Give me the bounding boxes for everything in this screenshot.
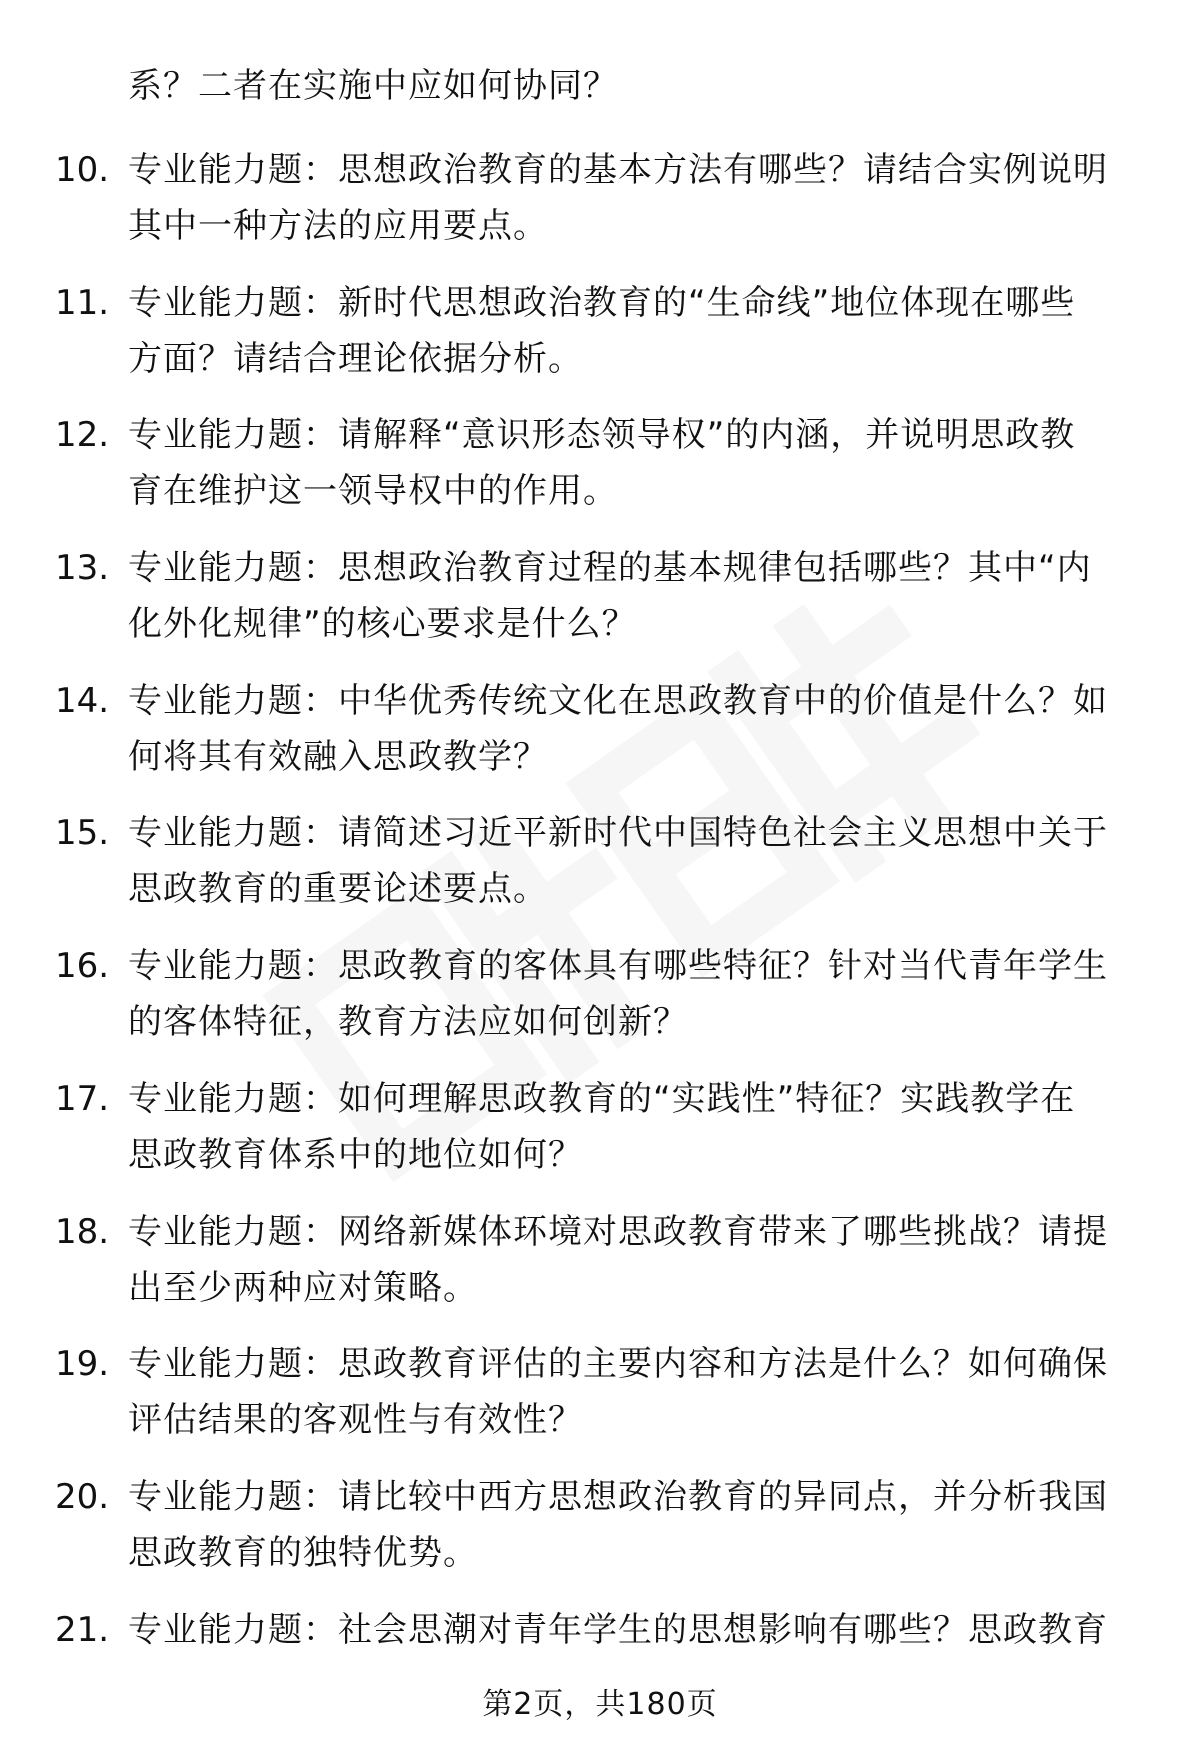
question-text-line: 何将其有效融入思政教学？ <box>128 736 548 777</box>
question-text <box>128 1602 1148 1658</box>
question-item <box>0 1204 1200 1337</box>
question-text-line: 专业能力题：请简述习近平新时代中国特色社会主义思想中关于 <box>128 813 1108 854</box>
question-number: 16. <box>55 946 110 987</box>
question-text <box>128 673 1148 785</box>
question-text <box>128 142 1148 254</box>
question-number: 10. <box>55 150 110 190</box>
question-item <box>0 673 1200 806</box>
question-text <box>128 938 1148 1050</box>
question-text-line: 专业能力题：请比较中西方思想政治教育的异同点，并分析我国 <box>128 1476 1108 1517</box>
question-text <box>128 1071 1148 1183</box>
question-item <box>0 1336 1200 1469</box>
question-text <box>128 1336 1148 1448</box>
question-text <box>128 275 1148 387</box>
question-text-line: 评估结果的客观性与有效性？ <box>128 1400 583 1441</box>
question-item <box>0 540 1200 673</box>
question-text <box>128 1204 1148 1316</box>
question-text-line: 专业能力题：思政教育评估的主要内容和方法是什么？如何确保 <box>128 1344 1108 1385</box>
question-text-line: 化外化规律”的核心要求是什么？ <box>128 604 637 645</box>
question-number: 13. <box>55 548 110 589</box>
question-text <box>128 1469 1148 1581</box>
question-item <box>0 407 1200 540</box>
question-number: 20. <box>55 1476 110 1517</box>
question-number: 14. <box>55 680 110 721</box>
page-number-footer: 第2页，共180页 <box>482 1687 718 1722</box>
question-item <box>0 938 1200 1071</box>
question-text <box>128 540 1148 652</box>
question-number: 11. <box>55 282 110 323</box>
question-item <box>0 275 1200 408</box>
question-number: 19. <box>55 1344 110 1385</box>
question-text-line: 其中一种方法的应用要点。 <box>128 206 548 246</box>
question-number: 15. <box>55 813 110 854</box>
question-item <box>0 1071 1200 1204</box>
question-text-line: 专业能力题：思想政治教育过程的基本规律包括哪些？其中“内 <box>128 548 1092 589</box>
question-number: 21. <box>55 1609 110 1650</box>
question-list <box>0 142 1200 1734</box>
question-text-line: 的客体特征，教育方法应如何创新？ <box>128 1002 688 1043</box>
question-text-line: 专业能力题：如何理解思政教育的“实践性”特征？实践教学在 <box>128 1078 1076 1119</box>
question-number: 12. <box>55 415 110 456</box>
question-number: 17. <box>55 1078 110 1119</box>
continuation-line: 系？二者在实施中应如何协同？ <box>128 66 618 106</box>
question-text-line: 方面？请结合理论依据分析。 <box>128 338 583 379</box>
question-text-line: 专业能力题：网络新媒体环境对思政教育带来了哪些挑战？请提 <box>128 1211 1108 1252</box>
question-number: 18. <box>55 1211 110 1252</box>
question-text-line: 专业能力题：社会思潮对青年学生的思想影响有哪些？思政教育 <box>128 1609 1108 1650</box>
question-text-line: 思政教育的重要论述要点。 <box>128 869 548 910</box>
question-text-line: 出至少两种应对策略。 <box>128 1267 478 1308</box>
question-text-line: 思政教育体系中的地位如何？ <box>128 1134 583 1175</box>
question-text <box>128 805 1148 917</box>
question-text-line: 专业能力题：新时代思想政治教育的“生命线”地位体现在哪些 <box>128 282 1076 323</box>
question-text-line: 思政教育的独特优势。 <box>128 1532 478 1573</box>
question-text-line: 专业能力题：中华优秀传统文化在思政教育中的价值是什么？如 <box>128 680 1108 721</box>
question-text-line: 专业能力题：请解释“意识形态领导权”的内涵，并说明思政教 <box>128 415 1076 456</box>
question-text-line: 专业能力题：思政教育的客体具有哪些特征？针对当代青年学生 <box>128 946 1108 987</box>
question-text-line: 专业能力题：思想政治教育的基本方法有哪些？请结合实例说明 <box>128 150 1108 190</box>
question-item <box>0 805 1200 938</box>
question-item <box>0 142 1200 275</box>
question-text <box>128 407 1148 519</box>
question-text-line: 育在维护这一领导权中的作用。 <box>128 471 618 512</box>
question-item <box>0 1469 1200 1602</box>
